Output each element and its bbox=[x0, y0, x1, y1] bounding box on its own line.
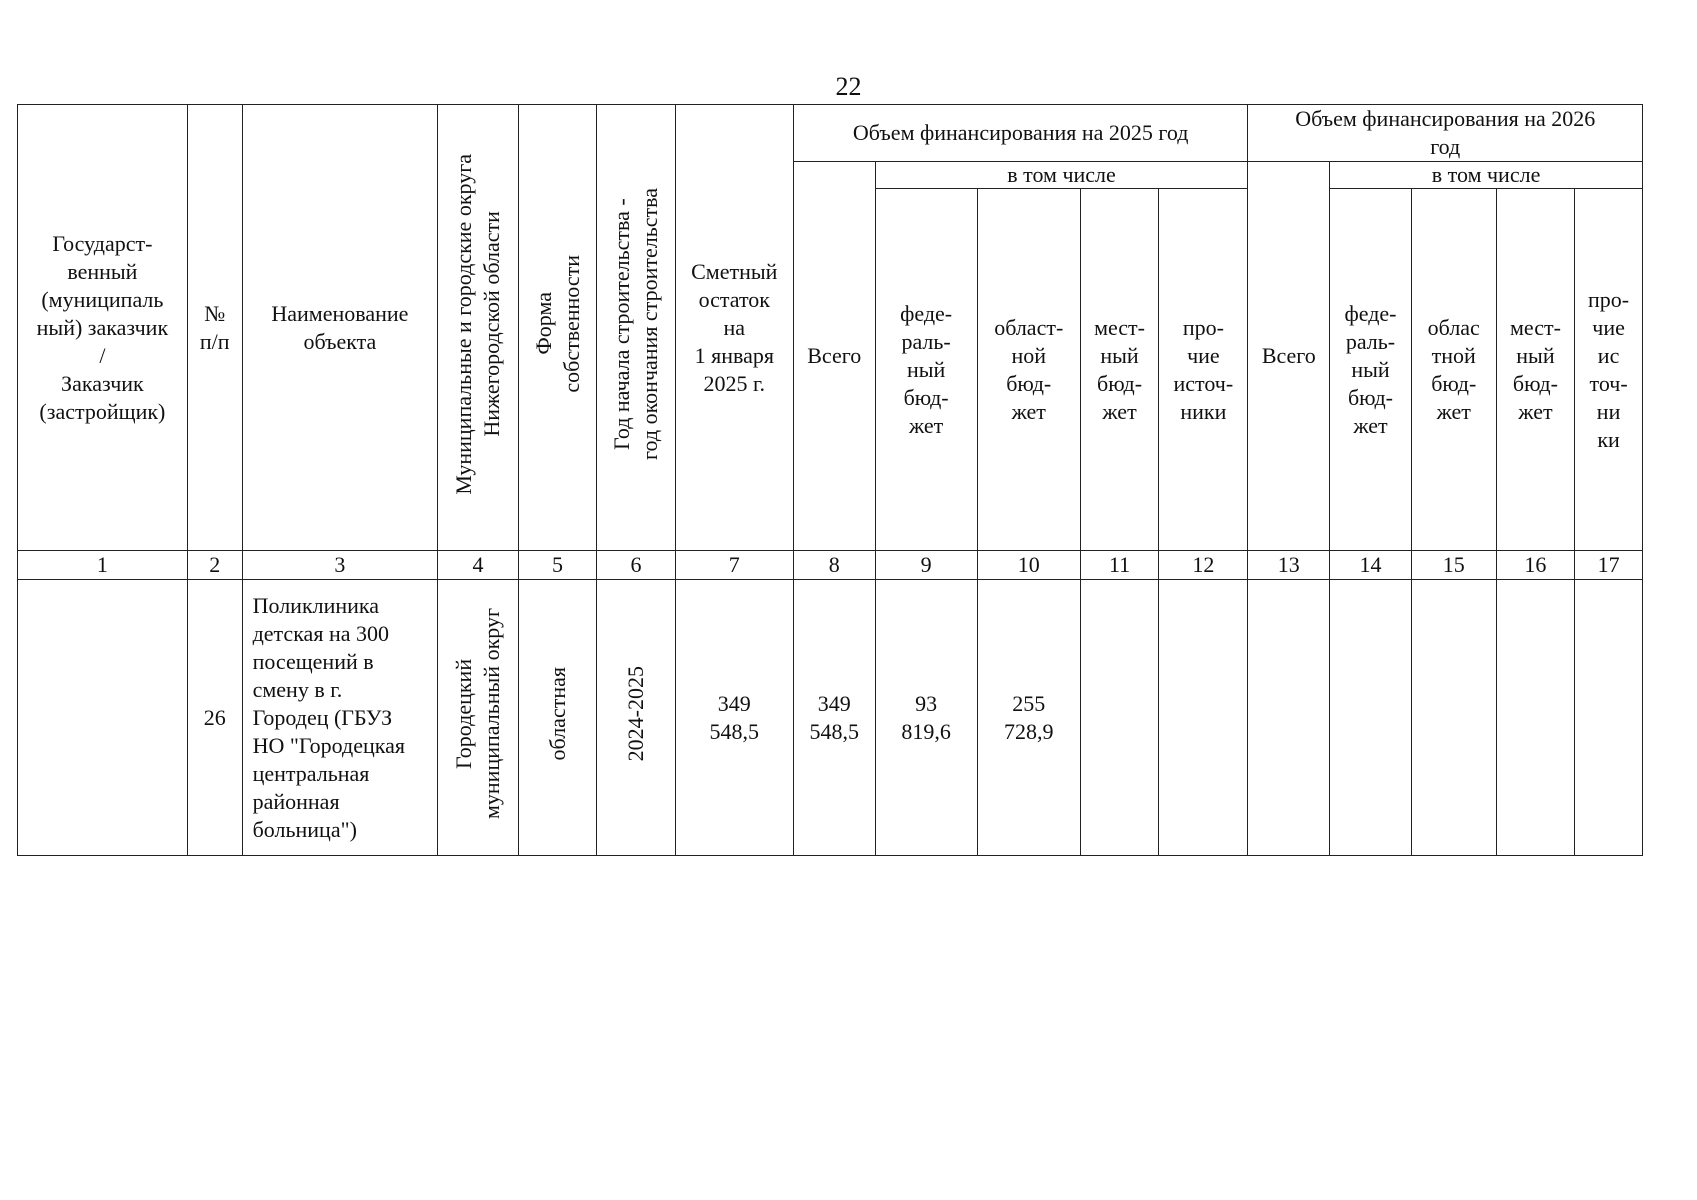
cell-other-2026 bbox=[1575, 580, 1643, 856]
header-including-2026: в том числе bbox=[1330, 162, 1643, 189]
cell-total-2026 bbox=[1248, 580, 1330, 856]
header-federal-2025: феде- раль- ный бюд- жет bbox=[875, 189, 977, 551]
column-number: 7 bbox=[675, 551, 793, 580]
cell-ownership: областная bbox=[518, 580, 596, 856]
column-number: 8 bbox=[793, 551, 875, 580]
header-regional-2025: област- ной бюд- жет bbox=[977, 189, 1080, 551]
cell-construction-years: 2024-2025 bbox=[597, 580, 675, 856]
cell-total-2025: 349 548,5 bbox=[793, 580, 875, 856]
header-ownership: Форма собственности bbox=[518, 105, 596, 551]
column-number: 6 bbox=[597, 551, 675, 580]
column-number-row bbox=[18, 551, 1643, 580]
table-row bbox=[18, 580, 1643, 856]
cell-municipality: Городецкий муниципальный округ bbox=[438, 580, 519, 856]
cell-local-2025 bbox=[1080, 580, 1158, 856]
header-total-2025: Всего bbox=[793, 162, 875, 551]
header-municipality: Муниципальные и городские округа Нижегородской области bbox=[438, 105, 519, 551]
header-customer: Государст- венный (муниципаль ный) заказчик / Заказчик (застройщик) bbox=[18, 105, 188, 551]
column-number: 2 bbox=[187, 551, 242, 580]
header-other-2026: про- чие ис точ- ни ки bbox=[1575, 189, 1643, 551]
column-number: 3 bbox=[242, 551, 438, 580]
header-number: № п/п bbox=[187, 105, 242, 551]
cell-regional-2026 bbox=[1411, 580, 1496, 856]
header-regional-2026: облас тной бюд- жет bbox=[1411, 189, 1496, 551]
financing-table bbox=[17, 104, 1643, 856]
cell-federal-2026 bbox=[1330, 580, 1412, 856]
column-number: 1 bbox=[18, 551, 188, 580]
column-number: 5 bbox=[518, 551, 596, 580]
cell-other-2025 bbox=[1159, 580, 1248, 856]
header-estimated-balance: Сметный остаток на 1 января 2025 г. bbox=[675, 105, 793, 551]
cell-regional-2025: 255 728,9 bbox=[977, 580, 1080, 856]
header-federal-2026: феде- раль- ный бюд- жет bbox=[1330, 189, 1412, 551]
column-number: 11 bbox=[1080, 551, 1158, 580]
header-object-name: Наименование объекта bbox=[242, 105, 438, 551]
column-number: 9 bbox=[875, 551, 977, 580]
cell-estimated-balance: 349 548,5 bbox=[675, 580, 793, 856]
header-local-2025: мест- ный бюд- жет bbox=[1080, 189, 1158, 551]
cell-federal-2025: 93 819,6 bbox=[875, 580, 977, 856]
cell-local-2026 bbox=[1496, 580, 1574, 856]
column-number: 10 bbox=[977, 551, 1080, 580]
column-number: 4 bbox=[438, 551, 519, 580]
page-number: 22 bbox=[835, 72, 862, 101]
header-funding-2026: Объем финансирования на 2026 год bbox=[1248, 105, 1643, 162]
column-number: 12 bbox=[1159, 551, 1248, 580]
column-number: 16 bbox=[1496, 551, 1574, 580]
header-local-2026: мест- ный бюд- жет bbox=[1496, 189, 1574, 551]
header-other-2025: про- чие источ- ники bbox=[1159, 189, 1248, 551]
header-including-2025: в том числе bbox=[875, 162, 1248, 189]
column-number: 13 bbox=[1248, 551, 1330, 580]
header-construction-years: Год начала строительства - год окончания строительства bbox=[597, 105, 675, 551]
cell-object-name: Поликлиника детская на 300 посещений в смену в г. Городец (ГБУЗ НО "Городецкая центральная районная больница") bbox=[242, 580, 438, 856]
cell-customer bbox=[18, 580, 188, 856]
column-number: 15 bbox=[1411, 551, 1496, 580]
column-number: 17 bbox=[1575, 551, 1643, 580]
header-total-2026: Всего bbox=[1248, 162, 1330, 551]
cell-number: 26 bbox=[187, 580, 242, 856]
column-number: 14 bbox=[1330, 551, 1412, 580]
header-funding-2025: Объем финансирования на 2025 год bbox=[793, 105, 1248, 162]
header-row-1 bbox=[18, 105, 1643, 162]
